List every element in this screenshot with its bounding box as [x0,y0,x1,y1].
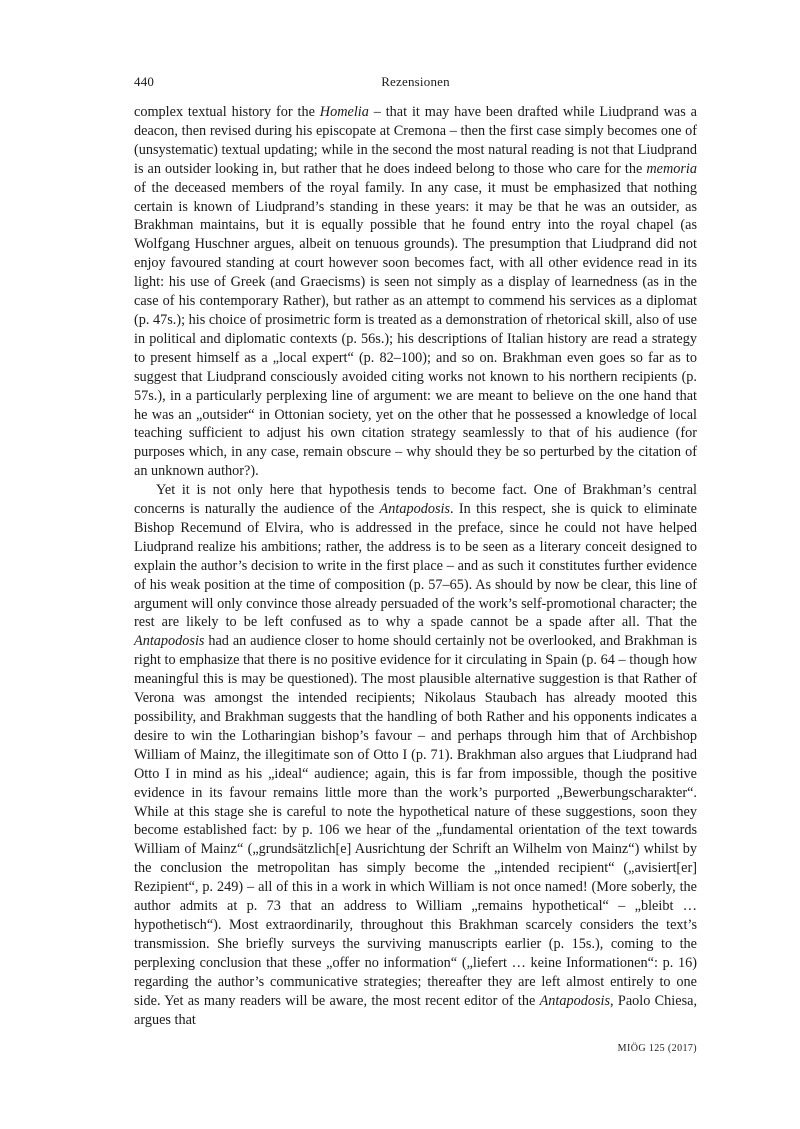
body-text [134,103,697,1029]
paragraph-text: had an audience closer to home should certainly not be overlooked, and Brakhman is right to emphasize that there is no positive evidence for it circulating in Spain (p. 64 – though how meaningful this is may be questioned). The most plausible alternative suggestion is that Rather of Verona was amongst the intended recipients; Nikolaus Staubach has already mooted this possibility, and Brakhman suggests that the handling of both Rather and his opponents indicates a desire to win the Lotharingian bishop’s favour – and perhaps through him that of Archbishop William of Mainz, the illegitimate son of Otto I (p. 71). Brakhman also argues that Liudprand had Otto I in mind as his „ideal“ audience; again, this is far from impossible, though the positive evidence in its favour remains little more than the work’s purported „Bewerbungscharakter“. While at this stage she is careful to note the hypothetical nature of these suggestions, soon they become established fact: by p. 106 we hear of the „fundamental orientation of the text towards William of Mainz“ („grundsätzlich[e] Ausrichtung der Schrift an Wilhelm von Mainz“) whilst by the conclusion the metropolitan has simply become the „intended recipient“ („avisiert[er] Rezipient“, p. 249) – all of this in a work in which William is not once named! (More soberly, the author admits at p. 73 that an address to William „remains hypothetical“ – „bleibt … hypothetisch“). Most extraordinarily, throughout this Brakhman scarcely considers the text’s transmission. She briefly surveys the surviving manuscripts earlier (p. 15s.), coming to the perplexing conclusion that these „offer no information“ („liefert … keine Informationen“: p. 16) regarding the author’s communicative strategies; thereafter they are left almost entirely to one side. Yet as many readers will be aware, the most recent editor of the [134,633,697,1009]
paragraph-text: . In this respect, she is quick to eliminate Bishop Recemund of Elvira, who is addressed in the preface, since he could not have helped Liudprand realize his ambitions; rather, the address is to be seen as a literary conceit designed to explain the author’s decision to write in the first place – and as such it constitutes further evidence of his weak position at the time of composition (p. 57–65). As should by now be clear, this line of argument will only convince those already persuaded of the work’s self-promotional character; the rest are likely to be left confused as to why a spade cannot be a spade after all. That the [134,501,697,631]
body-paragraph [134,103,697,481]
paragraph-text: , Paolo Chiesa, argues that [134,992,698,1028]
paragraph-text: Yet it is not only here that hypothesis tends to become fact. One of Brakhman’s central concerns is naturally the audience of the [134,482,697,518]
paragraph-text: – that it may have been drafted while Liudprand was a deacon, then revised during his episcopate at Cremona – then the first case simply becomes one of (unsystematic) textual updating; while in the second the most natural reading is not that Liudprand is an outsider looking in, but rather that he does indeed belong to those who care for the [134,104,697,177]
body-paragraph [134,481,697,1029]
italic-title-text: memoria [646,160,697,177]
journal-footer: MIÖG 125 (2017) [617,1043,697,1054]
paragraph-text: of the deceased members of the royal family. In any case, it must be emphasized that nothing certain is known of Liudprand’s standing in these years: it may be that he was an outsider, as Brakhman maintains, but it is equally possible that he found entry into the royal chapel (as Wolfgang Huschner argues, albeit on tenuous grounds). The presumption that Liudprand did not enjoy favoured standing at court however soon becomes fact, with all other evidence read in its light: his use of Greek (and Graecisms) is seen not simply as a display of learnedness (as in the case of his contemporary Rather), but rather as an attempt to commend his services as a diplomat (p. 47s.); his choice of prosimetric form is treated as a demonstration of rhetorical skill, also of use in political and diplomatic contexts (p. 56s.); his descriptions of Italian history are read a strategy to present himself as a „local expert“ (p. 82–100); and so on. Brakhman even goes so far as to suggest that Liudprand consciously avoided citing works not known to his northern recipients (p. 57s.), in a particularly perplexing line of argument: we are meant to believe on the one hand that he was an „outsider“ in Ottonian society, yet on the other that he possessed a knowledge of local teaching sufficient to adjust his own citation strategy seamlessly to that of his audience (for purposes which, in any case, remain obscure – why should they be so perturbed by the citation of an unknown author?). [134,179,697,480]
italic-title-text: Antapodosis [134,633,205,650]
italic-title-text: Antapodosis [539,992,611,1009]
section-title: Rezensionen [381,74,450,89]
italic-title-text: Homelia [319,104,369,120]
paragraph-text: complex textual history for the [134,104,320,120]
page-number: 440 [134,74,155,89]
running-head [134,74,697,96]
italic-title-text: Antapodosis [379,501,451,518]
page [134,74,697,1029]
